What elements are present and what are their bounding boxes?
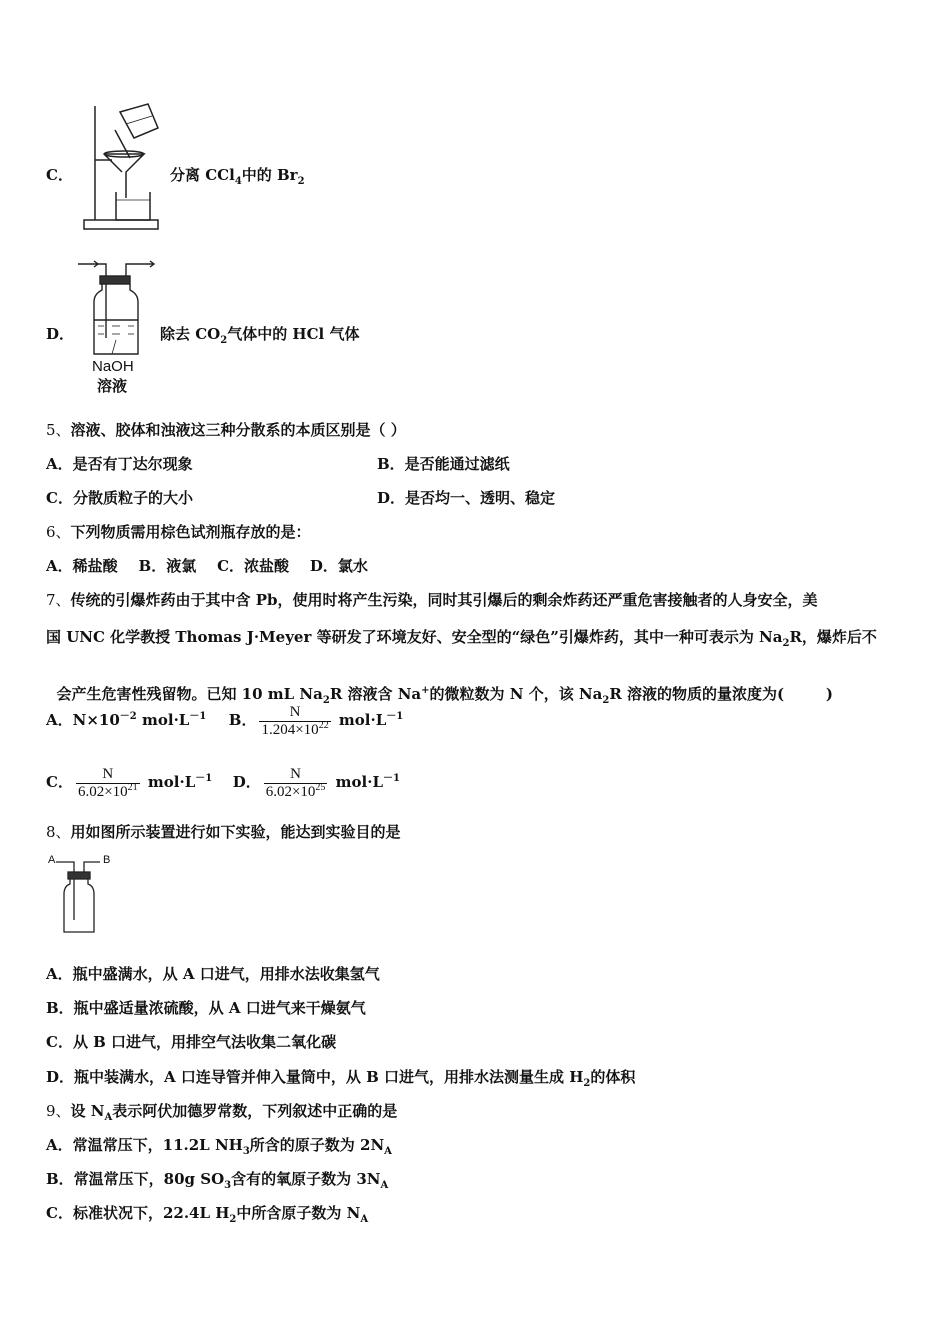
- q4-option-d-text: [160, 324, 359, 344]
- option-label: C．: [46, 773, 73, 791]
- subscript: 4: [234, 176, 242, 187]
- unit: mol·L: [333, 711, 387, 729]
- superscript: +: [421, 685, 430, 696]
- numerator: N: [102, 765, 114, 782]
- question-number: 9、: [46, 1102, 71, 1120]
- q4-option-c: [46, 165, 73, 185]
- subscript: 3: [242, 1146, 250, 1157]
- q7-options-ab: [46, 700, 403, 740]
- numerator: N: [290, 765, 301, 782]
- text: 设 N: [70, 1102, 105, 1120]
- fraction: [76, 766, 140, 801]
- q5-option-a: A．是否有丁达尔现象: [46, 455, 193, 473]
- subscript: A: [104, 1112, 113, 1123]
- q9-option-c: [46, 1203, 368, 1223]
- port-label-a: A: [48, 854, 56, 866]
- superscript: －1: [189, 711, 207, 722]
- q4-option-c-text: [170, 165, 305, 185]
- superscript: 22: [318, 719, 329, 731]
- text: 1.204×10: [261, 721, 319, 738]
- question-text: 下列物质需用棕色试剂瓶存放的是：: [70, 523, 311, 541]
- q5-option-b: B．是否能通过滤纸: [377, 455, 510, 473]
- subscript: 2: [602, 695, 610, 706]
- question-8-stem: [46, 822, 401, 842]
- question-7-line-1: [46, 590, 818, 610]
- denominator: [259, 721, 330, 739]
- text: R 溶液含 Na: [329, 685, 422, 703]
- option-label: C．: [46, 166, 73, 184]
- question-7-line-3: [46, 664, 833, 704]
- subscript: A: [384, 1146, 392, 1157]
- question-number: 5、: [46, 421, 71, 439]
- fraction: [264, 766, 328, 801]
- question-7-line-2: [46, 627, 877, 647]
- filtration-apparatus-figure: [78, 100, 168, 235]
- text: 所含的原子数为 2N: [249, 1136, 385, 1154]
- question-9-stem: [46, 1101, 397, 1121]
- subscript: 2: [297, 176, 305, 187]
- q7-option-a: [46, 711, 206, 729]
- question-number: 6、: [46, 523, 71, 541]
- superscript: －1: [195, 773, 213, 784]
- fraction: [259, 704, 330, 739]
- numerator: N: [289, 703, 301, 720]
- text: C．标准状况下，22.4L H: [46, 1204, 230, 1222]
- question-text: 溶液、胶体和浊液这三种分散系的本质区别是（ ）: [70, 421, 406, 439]
- text: 含有的氧原子数为 3N: [231, 1170, 381, 1188]
- naoh-label-1: NaOH: [92, 358, 134, 375]
- subscript: 2: [583, 1078, 591, 1089]
- superscript: 21: [127, 781, 138, 793]
- subscript: 2: [229, 1214, 237, 1225]
- subscript: A: [360, 1214, 369, 1225]
- text: D．瓶中装满水，A 口连导管并伸入量筒中，从 B 口进气，用排水法测量生成 H: [46, 1068, 584, 1086]
- text: R，爆炸后不: [789, 628, 877, 646]
- superscript: －1: [383, 773, 400, 784]
- q8-option-b: B．瓶中盛适量浓硫酸，从 A 口进气来干燥氨气: [46, 999, 366, 1017]
- text: 的微粒数为 N 个，该 Na: [429, 685, 603, 703]
- text: 气体中的 HCl 气体: [227, 325, 360, 343]
- text: R 溶液的物质的量浓度为( ): [609, 685, 833, 703]
- option-label: B．: [228, 711, 257, 729]
- q4-option-d: [46, 324, 74, 344]
- gas-collection-bottle-figure: [54, 856, 110, 936]
- q8-option-a: A．瓶中盛满水，从 A 口进气，用排水法收集氢气: [46, 965, 380, 983]
- q9-option-a: [46, 1135, 392, 1155]
- subscript: 2: [220, 335, 228, 346]
- text: 6.02×10: [265, 783, 316, 800]
- text: A．常温常压下，11.2L NH: [46, 1136, 243, 1154]
- question-text: 用如图所示装置进行如下实验，能达到实验目的是: [70, 823, 401, 841]
- question-6-stem: [46, 522, 311, 542]
- gas-wash-bottle-figure: [76, 258, 162, 358]
- text: 国 UNC 化学教授 Thomas J·Meyer 等研发了环境友好、安全型的“绿色”引爆炸药，其中一种可表示为 Na: [46, 628, 783, 646]
- question-5-stem: [46, 420, 406, 440]
- text: 除去 CO: [160, 325, 221, 343]
- text: 分离 CCl: [170, 166, 235, 184]
- q6-options: A．稀盐酸 B．液氯 C．浓盐酸 D．氯水: [46, 557, 368, 575]
- subscript: 2: [782, 638, 790, 649]
- text: 中所含原子数为 N: [236, 1204, 361, 1222]
- denominator: [264, 783, 328, 801]
- question-number: 8、: [46, 823, 71, 841]
- question-number: 7、: [46, 591, 71, 609]
- text: 的体积: [590, 1068, 636, 1086]
- q9-option-b: [46, 1169, 388, 1189]
- subscript: 3: [224, 1180, 232, 1191]
- q7-options-cd: [46, 762, 400, 802]
- superscript: 25: [315, 781, 326, 793]
- question-text: 传统的引爆炸药由于其中含 Pb，使用时将产生污染，同时其引爆后的剩余炸药还严重危害接触者的人身安全，美: [70, 591, 818, 609]
- naoh-label-2: 溶液: [97, 377, 128, 395]
- unit: mol·L: [142, 773, 196, 791]
- option-label: D．: [46, 325, 75, 343]
- text: 表示阿伏加德罗常数，下列叙述中正确的是: [112, 1102, 398, 1120]
- q8-option-c: C．从 B 口进气，用排空气法收集二氧化碳: [46, 1033, 337, 1051]
- superscript: －1: [386, 711, 404, 722]
- unit: mol·L: [136, 711, 190, 729]
- text: B．常温常压下，80g SO: [46, 1170, 225, 1188]
- q5-option-d: D．是否均一、透明、稳定: [377, 489, 556, 507]
- q8-option-d: [46, 1067, 635, 1087]
- q5-option-c: C．分散质粒子的大小: [46, 489, 193, 507]
- text: 6.02×10: [77, 783, 128, 800]
- subscript: A: [380, 1180, 389, 1191]
- option-label: D．: [232, 773, 261, 791]
- denominator: [76, 783, 140, 801]
- text: A．N×10: [46, 711, 120, 729]
- text: 中的 Br: [241, 166, 298, 184]
- port-label-b: B: [103, 854, 111, 866]
- subscript: 2: [322, 695, 330, 706]
- superscript: －2: [119, 711, 137, 722]
- text: 会产生危害性残留物。已知 10 mL Na: [56, 685, 323, 703]
- unit: mol·L: [330, 773, 383, 791]
